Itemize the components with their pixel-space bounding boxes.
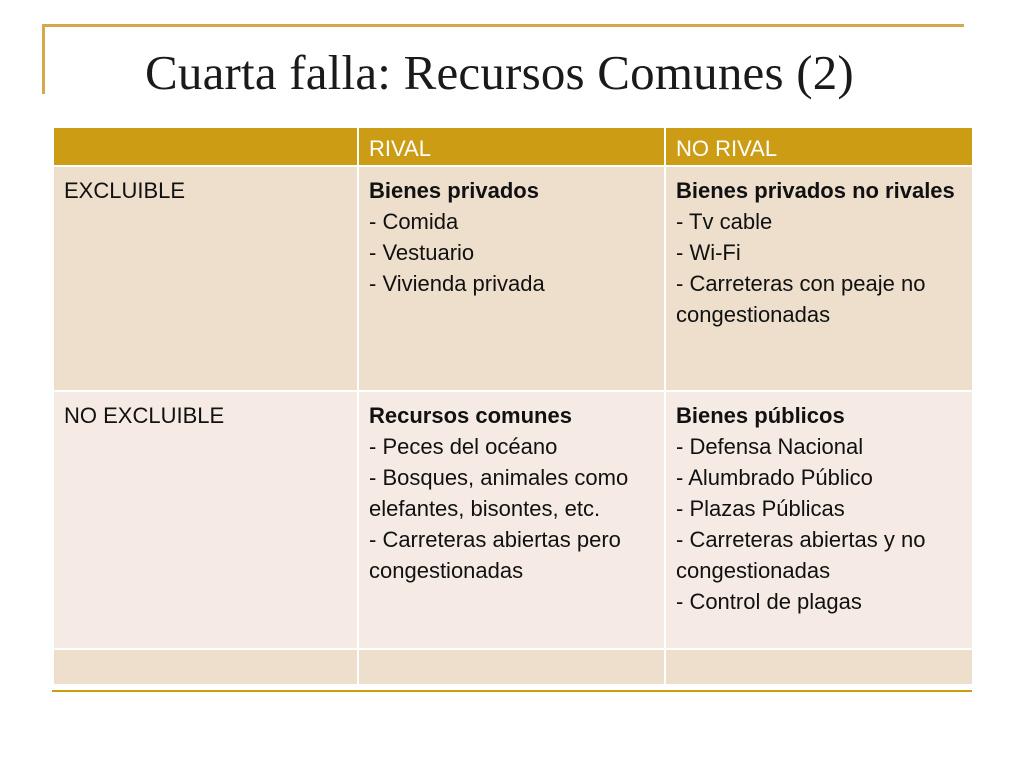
cell-heading: Bienes privados [369, 178, 539, 203]
list-item: - Defensa Nacional [676, 434, 864, 459]
table-header-row [53, 127, 973, 166]
empty-cell [358, 649, 665, 685]
list-item: - Carreteras abiertas pero congestionadas [369, 527, 621, 583]
list-item: - Alumbrado Público [676, 465, 873, 490]
list-item: - Control de plagas [676, 589, 862, 614]
header-no-rival: NO RIVAL [665, 127, 973, 166]
list-item: - Bosques, animales como elefantes, bisontes, etc. [369, 465, 629, 521]
row-label-excluible: EXCLUIBLE [53, 166, 358, 391]
list-item: - Tv cable [676, 209, 773, 234]
list-item: - Peces del océano [369, 434, 558, 459]
cell-bienes-privados-no-rivales [665, 166, 973, 391]
header-rival: RIVAL [358, 127, 665, 166]
list-item: - Plazas Públicas [676, 496, 845, 521]
list-item: - Vivienda privada [369, 271, 545, 296]
list-item: - Carreteras con peaje no congestionadas [676, 271, 926, 327]
cell-heading: Bienes privados no rivales [676, 178, 955, 203]
row-label-no-excluible: NO EXCLUIBLE [53, 391, 358, 649]
top-accent-line [42, 24, 964, 27]
cell-heading: Bienes públicos [676, 403, 845, 428]
table-row [53, 166, 973, 391]
list-item: - Wi-Fi [676, 240, 741, 265]
cell-recursos-comunes [358, 391, 665, 649]
table-row [53, 391, 973, 649]
header-corner [53, 127, 358, 166]
goods-classification-table [52, 126, 974, 686]
left-accent-line [42, 24, 45, 94]
table-bottom-rule [52, 690, 972, 692]
empty-cell [53, 649, 358, 685]
slide-title: Cuarta falla: Recursos Comunes (2) [145, 45, 854, 100]
list-item: - Carreteras abiertas y no congestionadas [676, 527, 926, 583]
empty-cell [665, 649, 973, 685]
cell-bienes-publicos [665, 391, 973, 649]
cell-bienes-privados [358, 166, 665, 391]
list-item: - Vestuario [369, 240, 475, 265]
cell-heading: Recursos comunes [369, 403, 572, 428]
list-item: - Comida [369, 209, 459, 234]
table-row-empty [53, 649, 973, 685]
